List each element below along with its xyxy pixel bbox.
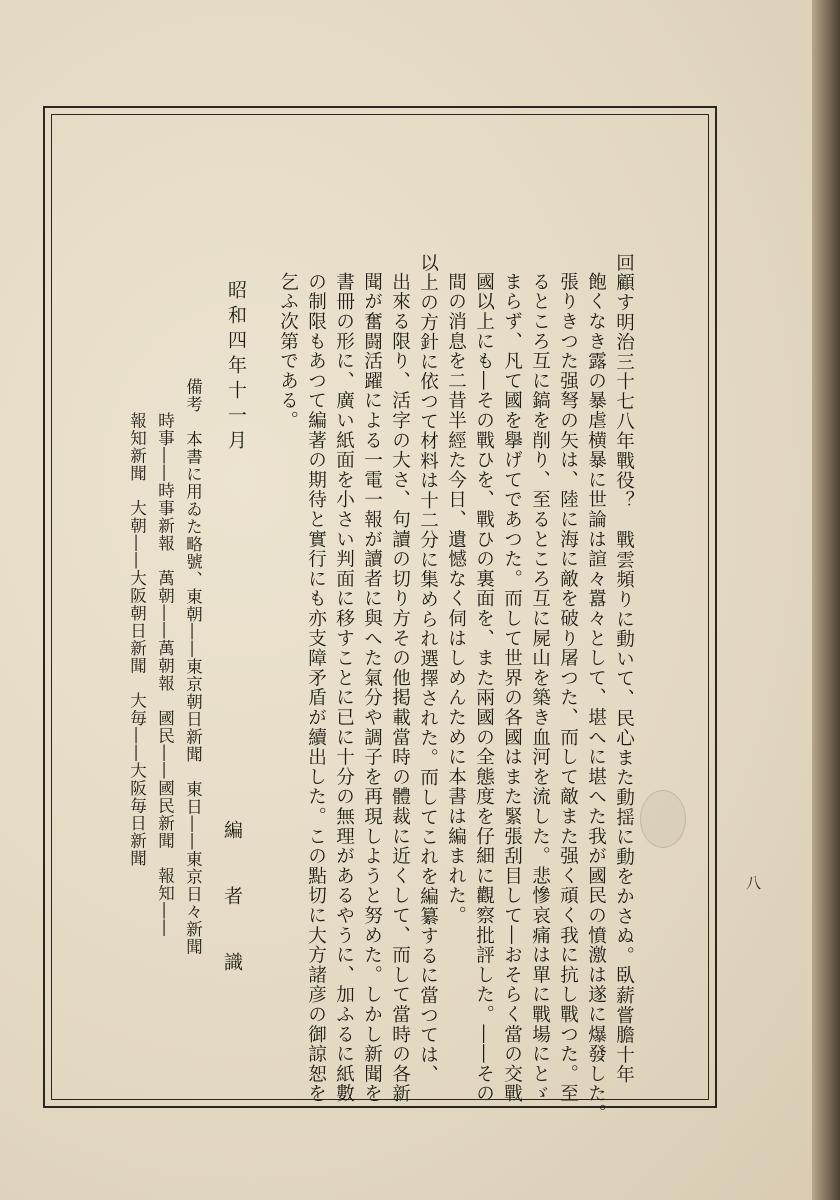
- faint-stamp-mark: [640, 790, 686, 848]
- preface-line: 書冊の形に、廣い紙面を小さい判面に移すことに已に十分の無理があるやうに、加ふるに紙數: [333, 272, 355, 1104]
- notes-line: 時事――時事新報 萬朝――萬朝報 國民――國民新聞 報知――: [155, 412, 175, 937]
- preface-line: 出來る限り、活字の大さ、句讀の切り方その他掲載當時の體裁に近くして、而して當時の各新: [389, 272, 411, 1104]
- preface-line: 間の消息を二昔半經た今日、遺憾なく伺はしめんために本書は編まれた。: [445, 272, 467, 926]
- notes-line: 備考 本書に用ゐた略號、東朝――東京朝日新聞 東日――東京日々新聞: [183, 378, 203, 956]
- page-number: 八: [746, 874, 762, 892]
- preface-line: 聞が奮闘活躍による一電一報が讀者に與へた氣分や調子を再現しようと努めた。しかし新聞を: [361, 272, 383, 1104]
- preface-line: まらず、凡て國を擧げてであつた。而して世界の各國はまた緊張刮目して―おそらく當の交戰: [501, 272, 523, 1104]
- preface-line: 以上の方針に依つて材料は十二分に集められ選擇された。而してこれを編纂するに當つては、: [417, 253, 439, 1085]
- preface-line: 乞ふ次第である。: [277, 272, 299, 431]
- preface-line: 國以上にも―その戰ひを、戰ひの裏面を、また兩國の全態度を仔細に觀察批評した。――その: [473, 272, 495, 1104]
- page-edge: [812, 0, 840, 1200]
- preface-date: 昭和四年十一月: [225, 280, 247, 455]
- preface-line: 回顧す明治三十七八年戰役？ 戰雲頻りに動いて、民心また動揺に動をかさぬ。臥薪嘗膽十年: [613, 253, 635, 1085]
- preface-line: の制限もあつて編著の期待と實行にも亦支障矛盾が續出した。この點切に大方諸彦の御諒恕を: [305, 272, 327, 1104]
- preface-line: 張りきつた强弩の矢は、陸に海に敵を破り屠つた、而して敵また强く頑く我に抗し戰つた。至: [557, 272, 579, 1104]
- editor-signature: 編 者 識: [221, 820, 243, 985]
- preface-line: 飽くなき露の暴虐横暴に世論は諠々囂々として、堪へに堪へた我が國民の憤激は遂に爆發した。: [585, 272, 607, 1124]
- notes-line: 報知新聞 大朝――大阪朝日新聞 大毎――大阪毎日新聞: [127, 412, 147, 867]
- preface-line: るところ互に鎬を削り、至るところ互に屍山を築き血河を流した。悲慘哀痛は單に戰場にとゞ: [529, 272, 551, 1104]
